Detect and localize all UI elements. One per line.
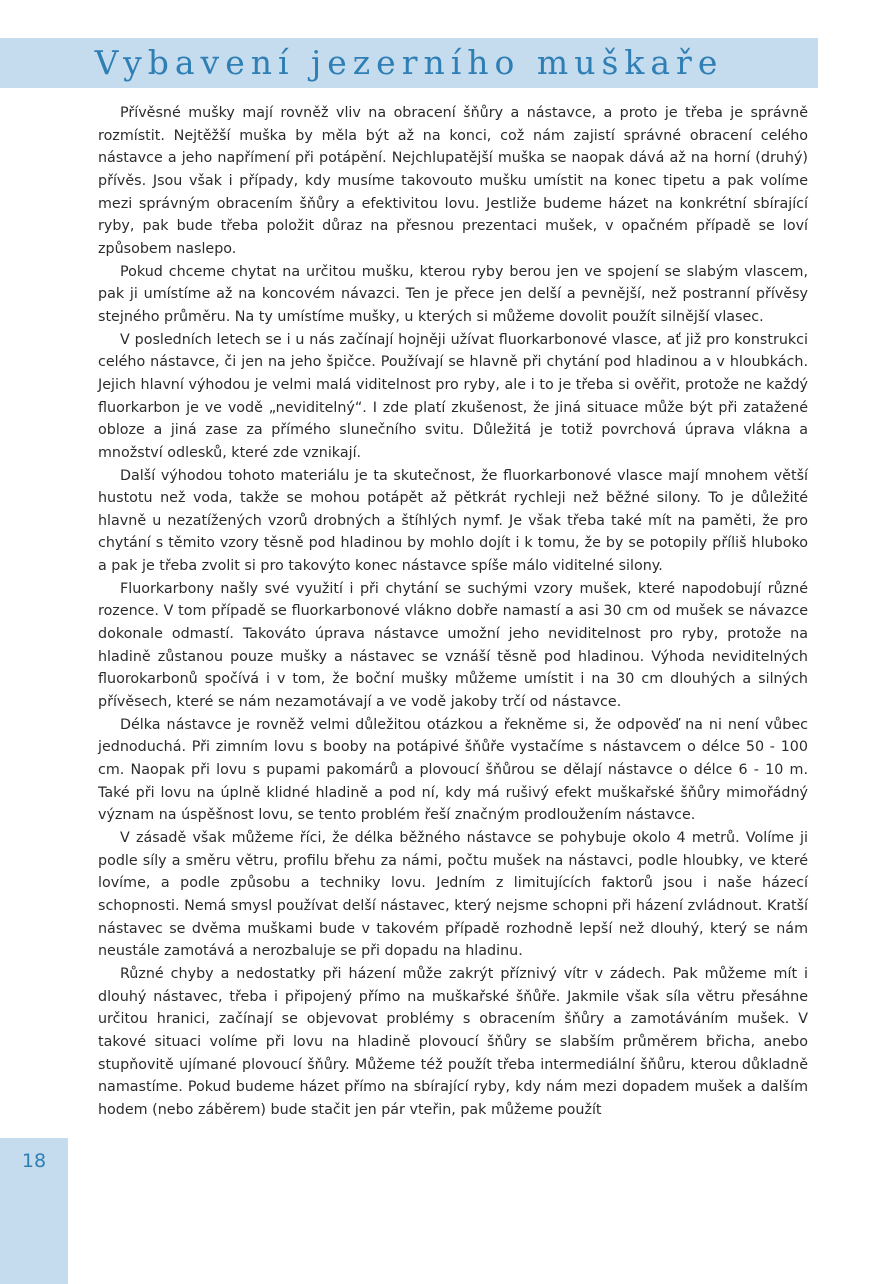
paragraph: Délka nástavce je rovněž velmi důležitou otázkou a řekněme si, že odpověď na ni není vůbec jednoduchá. Při zimním lovu s booby na potápivé šňůře vystačíme s nástavcem o délce 50 - 100 cm. Naopak při lovu s pupami pakomárů a plovoucí šňůrou se dělají nástavce o délce 6 - 10 m. Také při lovu na úplně klidné hladině a pod ní, kdy má rušivý efekt muškařské šňůry mimořádný význam na úspěšnost lovu, se tento problém řeší značným prodloužením nástavce.	[98, 716, 808, 824]
paragraph: V zásadě však můžeme říci, že délka běžného nástavce se pohybuje okolo 4 metrů. Volíme ji podle síly a směru větru, profilu břehu za námi, počtu mušek na nástavci, podle hloubky, ve které lovíme, a podle způsobu a techniky lovu. Jedním z limitujících faktorů jsou i naše házecí schopnosti. Nemá smysl používat delší nástavec, který nejsme schopni při házení zvládnout. Kratší nástavec se dvěma muškami bude v takovém případě rozhodně lepší než dlouhý, který se nám neustále zamotává a nerozbaluje se při dopadu na hladinu.	[98, 830, 808, 960]
paragraph: V posledních letech se i u nás začínají hojněji užívat fluorkarbonové vlasce, ať již pro konstrukci celého nástavce, či jen na jeho špičce. Používají se hlavně při chytání pod hladinou a v hloubkách. Jejich hlavní výhodou je velmi malá viditelnost pro ryby, ale i to je třeba si ověřit, protože ne každý fluorkarbon je ve vodě „neviditelný“. I zde platí zkušenost, že jiná situace může být při zatažené obloze a jiná zase za přímého slunečního svitu. Důležitá je totiž povrchová úprava vlákna a množství odlesků, které zde vznikají.	[98, 331, 808, 461]
page-number: 18	[21, 1150, 47, 1172]
page-title: Vybavení jezerního muškaře	[94, 43, 724, 82]
paragraph: Různé chyby a nedostatky při házení může zakrýt příznivý vítr v zádech. Pak můžeme mít i dlouhý nástavec, třeba i připojený přímo na muškařské šňůře. Jakmile však síla větru přesáhne určitou hranici, začínají se objevovat problémy s obracením šňůry a zamotáváním mušek. V takové situaci volíme při lovu na hladině plovoucí šňůry se slabším průměrem břicha, anebo stupňovitě ujímané plovoucí šňůry. Můžeme též použít třeba intermediální šňůru, kterou důkladně namastíme. Pokud budeme házet přímo na sbírající ryby, kdy nám mezi dopadem mušek a dalším hodem (nebo záběrem) bude stačit jen pár vteřin, pak můžeme použít	[98, 965, 808, 1118]
paragraph: Další výhodou tohoto materiálu je ta skutečnost, že fluorkarbonové vlasce mají mnohem větší hustotu než voda, takže se mohou potápět až pětkrát rychleji než běžné silony. To je důležité hlavně u nezatížených vzorů drobných a štíhlých nymf. Je však třeba také mít na paměti, že pro chytání s těmito vzory těsně pod hladinou by mohlo dojít i k tomu, že by se potopily příliš hluboko a pak je třeba zvolit si pro takovýto konec nástavce spíše málo viditelné silony.	[98, 467, 808, 575]
paragraph: Pokud chceme chytat na určitou mušku, kterou ryby berou jen ve spojení se slabým vlascem, pak ji umístíme až na koncovém návazci. Ten je přece jen delší a pevnější, než postranní přívěsy stejného průměru. Na ty umístíme mušky, u kterých si můžeme dovolit použít silnější vlasec.	[98, 263, 808, 325]
paragraph: Fluorkarbony našly své využití i při chytání se suchými vzory mušek, které napodobují různé rozence. V tom případě se fluorkarbonové vlákno dobře namastí a asi 30 cm od mušek se návazce dokonale odmastí. Takováto úprava nástavce umožní jeho neviditelnost pro ryby, protože na hladině zůstanou pouze mušky a nástavec se vznáší těsně pod hladinou. Výhoda neviditelných fluorokarbonů spočívá i v tom, že boční mušky můžeme umístit i na 30 cm dlouhých a silných přívěsech, které se nám nezamotávají a ve vodě jakoby trčí od nástavce.	[98, 580, 808, 711]
article-body	[98, 102, 808, 1122]
paragraph: Přívěsné mušky mají rovněž vliv na obracení šňůry a nástavce, a proto je třeba je správně rozmístit. Nejtěžší muška by měla být až na konci, což nám zajistí správné obracení celého nástavce a jeho napřímení při potápění. Nejchlupatější muška se naopak dává až na horní (druhý) přívěs. Jsou však i případy, kdy musíme takovouto mušku umístit na konec tipetu a pak volíme mezi správným obracením šňůry a efektivitou lovu. Jestliže budeme házet na konkrétní sbírající ryby, pak bude třeba položit důraz na přesnou prezentaci mušek, v opačném případě se loví způsobem naslepo.	[98, 105, 808, 257]
